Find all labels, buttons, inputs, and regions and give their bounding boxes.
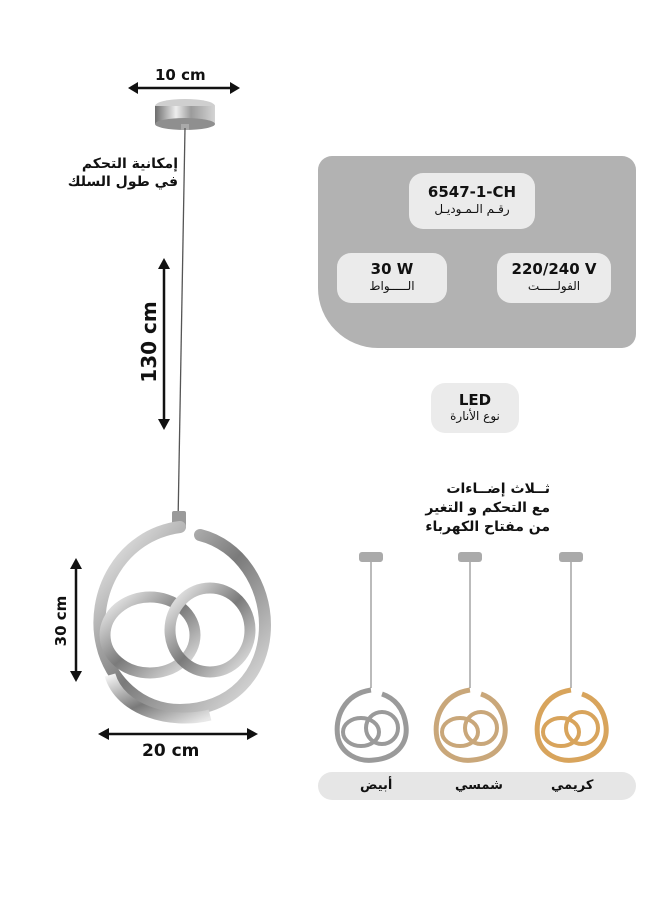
ceiling-canopy: [150, 96, 220, 132]
model-label: رقـم الـمـوديـل: [434, 202, 510, 216]
specs-panel: [318, 156, 636, 348]
cable-length-label: 130 cm: [137, 301, 161, 383]
top-width-label: 10 cm: [155, 66, 206, 84]
variant-lamp-cream: [526, 548, 616, 768]
light-modes-line2: مع التحكم و التغير: [425, 500, 550, 516]
watt-label: الـــــواط: [369, 279, 415, 293]
watt-pill: [337, 253, 447, 303]
top-width-arrow: [128, 80, 240, 96]
cable-note-line2: في طول السلك: [67, 174, 178, 190]
variant-name-warm: شمسي: [455, 778, 503, 793]
variant-lamp-warm: [425, 548, 515, 768]
volt-pill: [497, 253, 611, 303]
volt-label: الفولـــــت: [527, 279, 581, 293]
volt-value: 220/240 V: [511, 260, 597, 278]
light-type-value: LED: [458, 391, 492, 409]
variant-name-white: أبيض: [360, 778, 393, 793]
variant-names-bar: [318, 772, 636, 800]
cable-note-line1: إمكانية التحكم: [81, 156, 178, 172]
light-type-pill: [431, 383, 519, 433]
variant-lamp-white: [326, 548, 416, 768]
body-width-label: 20 cm: [142, 741, 200, 761]
light-modes-line3: من مفتاح الكهرباء: [425, 519, 550, 535]
lamp-body: [80, 505, 280, 735]
watt-value: 30 W: [370, 260, 414, 278]
body-height-arrow: [68, 558, 84, 682]
body-height-label: 30 cm: [52, 595, 70, 647]
model-pill: [409, 173, 535, 229]
variant-name-cream: كريمي: [551, 778, 594, 793]
cable-length-note: [40, 155, 178, 191]
model-value: 6547-1-CH: [427, 183, 517, 201]
body-width-arrow: [98, 726, 258, 742]
light-modes-text: [350, 480, 550, 537]
light-modes-line1: ثــلاث إضــاءات: [446, 481, 550, 497]
light-type-label: نوع الأنارة: [450, 409, 500, 423]
